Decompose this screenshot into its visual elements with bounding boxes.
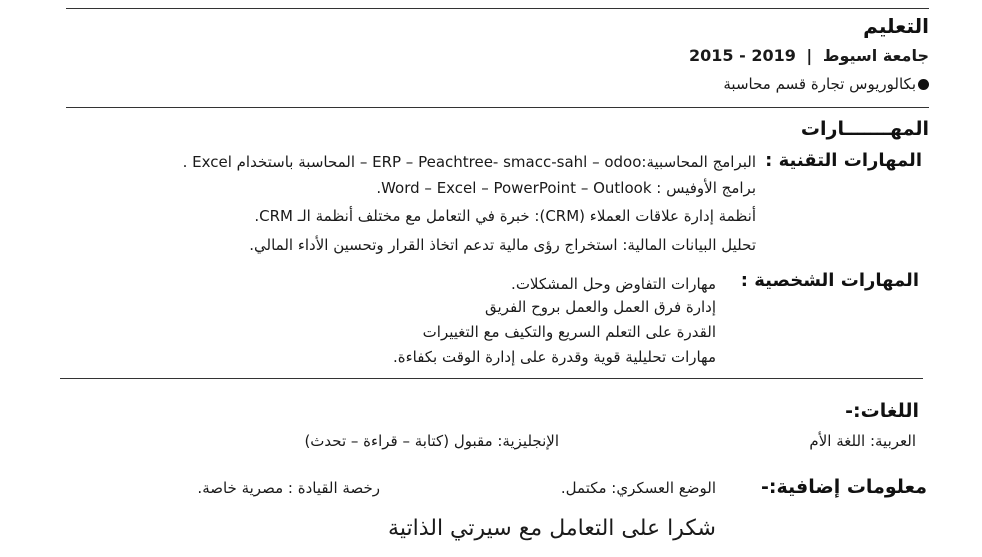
personal-skills-label: المهارات الشخصية : bbox=[740, 270, 919, 291]
divider-skills bbox=[60, 378, 923, 379]
military-status: الوضع العسكري: مكتمل. bbox=[560, 479, 716, 497]
degree-text: بكالوريوس تجارة قسم محاسبة bbox=[723, 75, 916, 93]
education-years: 2015 - 2019 bbox=[689, 46, 796, 65]
additional-info-title: معلومات إضافية:- bbox=[761, 476, 927, 498]
languages-title: اللغات:- bbox=[845, 400, 919, 422]
driving-license: رخصة القيادة : مصرية خاصة. bbox=[197, 479, 380, 497]
bullet-icon bbox=[918, 79, 929, 90]
separator: | bbox=[806, 46, 813, 65]
closing-note: شكرا على التعامل مع سيرتي الذاتية bbox=[388, 516, 716, 541]
university-name: جامعة اسيوط bbox=[822, 46, 929, 65]
technical-skill-line-4: تحليل البيانات المالية: استخراج رؤى مالية تدعم اتخاذ القرار وتحسين الأداء المالي. bbox=[249, 236, 756, 254]
education-title: التعليم bbox=[863, 14, 929, 38]
personal-skill-line-1: مهارات التفاوض وحل المشكلات. bbox=[511, 275, 716, 293]
language-english: الإنجليزية: مقبول (كتابة – قراءة – تحدث) bbox=[304, 432, 559, 450]
technical-skill-line-1: البرامج المحاسبية:ERP – Peachtree- smacc-sahl – odoo – المحاسبة باستخدام Excel . bbox=[182, 153, 756, 171]
personal-skill-line-3: القدرة على التعلم السريع والتكيف مع التغييرات bbox=[422, 323, 716, 341]
education-university-line bbox=[689, 46, 929, 65]
skills-title: المهـــــــارات bbox=[800, 118, 929, 140]
personal-skill-line-2: إدارة فرق العمل والعمل بروح الفريق bbox=[485, 298, 716, 316]
personal-skill-line-4: مهارات تحليلية قوية وقدرة على إدارة الوقت بكفاءة. bbox=[392, 348, 716, 366]
divider-education bbox=[66, 107, 929, 108]
language-arabic: العربية: اللغة الأم bbox=[809, 432, 916, 450]
technical-skill-line-3: أنظمة إدارة علاقات العملاء (CRM): خبرة في التعامل مع مختلف أنظمة الـ CRM. bbox=[254, 207, 756, 225]
technical-skills-label: المهارات التقنية : bbox=[765, 150, 922, 171]
top-divider bbox=[66, 8, 929, 9]
technical-skill-line-2: برامج الأوفيس : Word – Excel – PowerPoint – Outlook. bbox=[376, 179, 756, 197]
degree-line bbox=[723, 75, 929, 93]
